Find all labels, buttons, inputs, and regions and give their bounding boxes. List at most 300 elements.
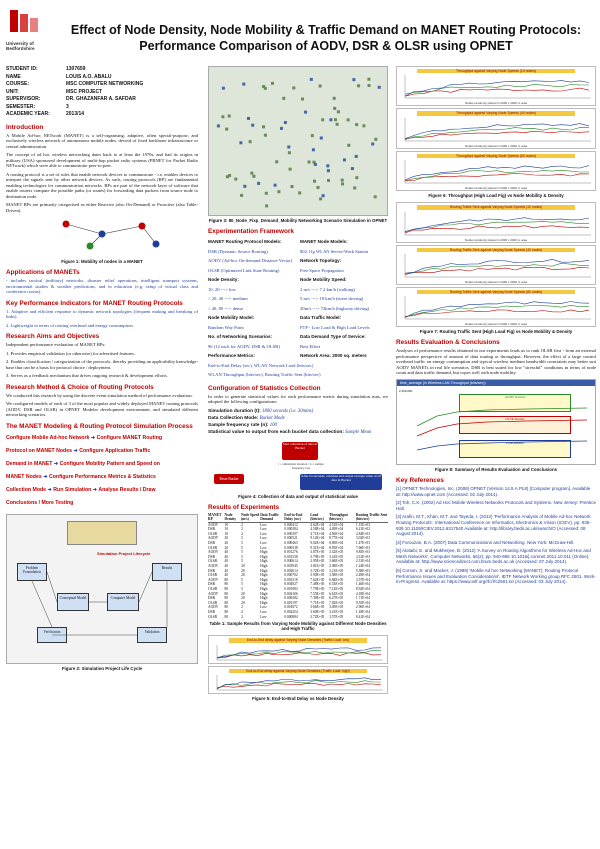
table-cell: 20 bbox=[241, 600, 245, 605]
network-node-icon bbox=[317, 186, 320, 189]
table-cell: Low bbox=[260, 609, 267, 614]
table-header-cell: Node Density bbox=[225, 513, 242, 523]
table-cell: 3.52E+05 bbox=[329, 550, 344, 555]
meta-value: LOUIS A.O. ABALU bbox=[66, 73, 112, 80]
lifecycle-box: Problem Formulation bbox=[17, 563, 47, 581]
network-node-icon bbox=[221, 115, 224, 118]
series-line bbox=[405, 131, 589, 139]
meta-value: DR. GHAZANFAR A. SAFDAR bbox=[66, 96, 136, 102]
network-node-icon bbox=[228, 174, 231, 177]
results-table bbox=[208, 513, 388, 620]
chart-axis bbox=[405, 254, 591, 277]
table-cell: 10 bbox=[224, 527, 229, 532]
fig6-caption: Figure 6: Throughput (High Load Fig) vs Node Mobility & Density bbox=[428, 193, 564, 199]
table-cell: AODV bbox=[208, 550, 219, 555]
column-middle bbox=[208, 66, 388, 705]
network-node-icon bbox=[308, 161, 311, 164]
table-cell: High bbox=[260, 550, 268, 555]
chart-header: Throughput against Varying Node Speeds (80 nodes) bbox=[417, 154, 575, 158]
table-cell: Low bbox=[260, 605, 267, 610]
table-cell: 5 bbox=[241, 554, 243, 559]
process-steps: Configure Mobile Ad-hoc Network ➜ Configure MANET Routing Protocol on MANET Nodes ➜ Configure Application Traffic Demand in MANET ➜ Configure Mobility Pattern and Speed on MANET Nodes ➜ Configure Performance Metrics & Statistics Collection Mode ➜ Run Simulation ➜ Analyse Results / Draw Conclusions / More Testing bbox=[6, 434, 163, 506]
table-cell: Low bbox=[260, 545, 267, 550]
network-node-icon bbox=[314, 163, 317, 166]
network-node-icon bbox=[378, 86, 381, 89]
table-cell: 0.000412 bbox=[284, 522, 298, 527]
framework-value-cell: WLAN Throughput (bits/sec), Routing Traffic Sent (bits/sec) bbox=[208, 372, 321, 377]
series-line bbox=[217, 678, 381, 689]
intro-heading: Introduction bbox=[6, 123, 44, 131]
aims-p0: Independent performance evaluation of MANET RPs: bbox=[6, 342, 106, 347]
applications-text: - includes tactical (military) networks, disaster relief operations, intelligent transport systems, environmental studies & weather predictions, and in education (e.g. setup of virtual class and conference rooms). bbox=[6, 278, 198, 294]
table-cell: 9.02E+04 bbox=[310, 541, 325, 546]
series-line bbox=[405, 89, 589, 97]
table-cell: 3.49E+05 bbox=[329, 605, 344, 610]
stats-key: Sample frequency rate (n): bbox=[208, 422, 269, 428]
olsr-label: OLSR Results bbox=[459, 416, 571, 434]
network-node-icon bbox=[341, 182, 344, 185]
table-cell: 1.15E+03 bbox=[355, 522, 371, 527]
chart-footer: Nodes randomly placed in 2000 x 2000 m area bbox=[464, 186, 528, 191]
table-cell: 80 bbox=[224, 605, 229, 610]
network-node-icon bbox=[234, 178, 237, 181]
network-node-icon bbox=[320, 137, 323, 140]
series-line bbox=[405, 306, 589, 318]
meta-key: UNIT: bbox=[6, 88, 19, 95]
network-node-icon bbox=[247, 117, 250, 120]
results-heading: Results of Experiments bbox=[208, 503, 280, 511]
table-cell: 4.71E+04 bbox=[310, 531, 325, 536]
table-cell: 1.46E+04 bbox=[355, 582, 371, 587]
meta-key: COURSE: bbox=[6, 81, 30, 87]
framework-heading-cell: Performance Metrics: bbox=[208, 353, 255, 358]
process-step: Collection Mode bbox=[6, 486, 47, 493]
aims-heading: Research Aims and Objectives bbox=[6, 333, 100, 340]
table-cell: 3.66E+05 bbox=[310, 605, 325, 610]
table1-caption: Table 1: Sample Results from Varying Node Mobility against Different Node Densities and High Traffic bbox=[209, 621, 387, 632]
bucket-box: After t/n seconds, calculate and output average value of all data in Bucket bbox=[300, 474, 382, 490]
table-cell: High bbox=[260, 600, 268, 605]
table-cell: 10 bbox=[224, 522, 229, 527]
network-node-icon bbox=[341, 179, 344, 182]
fig3-opnet-scenario bbox=[208, 66, 388, 216]
intro-p3: A routing protocol is a set of rules that enable network devices to communicate - i.e. enables devices to interpret the signals sent by other network devices. As such, routing protocols (RP) are fundamental enabling technologies for communication networks. RPs are part of the network layer of software that enable routers compute the possible paths (or routes) for forwarding data packets from source node to destination node. bbox=[6, 171, 198, 199]
network-node-icon bbox=[249, 140, 252, 143]
stats-value: 1800 seconds (i.e. 30mins) bbox=[261, 408, 314, 414]
network-node-icon bbox=[355, 176, 358, 179]
network-node-icon bbox=[374, 195, 377, 198]
intro-p2: The concept of ad hoc wireless networking dates back to at least the 1970s, and had its origins in military (USA) sponsored development of multi-hop packet radio systems (PRNET for Packet Radio NETwork) which were able to communicate peer-to-peer. bbox=[6, 152, 198, 168]
table-cell: 2 bbox=[241, 614, 243, 619]
table-cell: 3.60E+05 bbox=[310, 609, 325, 614]
table-cell: 40 bbox=[224, 550, 229, 555]
aims-p1: 1. Provides empirical validation (or otherwise) for advertised features. bbox=[6, 350, 136, 356]
process-step: Protocol on MANET Nodes bbox=[6, 447, 72, 454]
lifecycle-box: Results bbox=[152, 563, 182, 581]
network-node-icon bbox=[282, 97, 285, 100]
network-node-icon bbox=[251, 124, 254, 127]
chart-window-title: time_average (in Wireless LAN Throughput (bits/sec)) bbox=[397, 380, 595, 386]
network-node-icon bbox=[298, 191, 301, 194]
framework-value-cell: 96 (12 each for AODV, DSR & OLSR) bbox=[208, 343, 280, 349]
reference-item: [2] Toh, C.K. (2002) Ad Hoc Mobile Wireless Networks Protocols and Systems. New Jersey: Prentice Hall. bbox=[396, 500, 596, 511]
table-cell: 7.55E+05 bbox=[310, 591, 325, 596]
process-step: Analyse Results / Draw bbox=[98, 486, 156, 493]
network-node-icon bbox=[310, 78, 313, 81]
chart-footer: Nodes randomly placed in 2000 x 2000 m area bbox=[464, 237, 528, 242]
framework-value-cell: > 40, 80 ---> dense bbox=[208, 305, 244, 311]
network-node-icon bbox=[319, 197, 322, 200]
table-cell: OLSR bbox=[208, 559, 218, 564]
conclusions-heading: Results Evaluation & Conclusions bbox=[396, 339, 500, 347]
fig1-manet-diagram bbox=[6, 216, 198, 252]
table-cell: Low bbox=[260, 614, 267, 619]
table-cell: 1.71E+04 bbox=[355, 596, 371, 601]
stats-config bbox=[208, 408, 388, 436]
framework-value-cell: Free Space Propagation bbox=[300, 267, 344, 273]
series-line bbox=[405, 217, 589, 231]
series-line bbox=[405, 302, 589, 318]
reference-item: [6] Corson, S. and Macker, J. (1999) 'Mobile Ad hoc Networking (MANET): Routing Protocol Performance Issues and Evaluation Considerations', IETF Network Working group RFC 2501, Work-In-Progress. Available at: https://www.ietf.org/rfc/rfc2501.txt (Accessed: 03 July 2014). bbox=[396, 568, 596, 585]
table-cell: 40 bbox=[224, 568, 229, 573]
chart-plot bbox=[397, 210, 595, 238]
table-cell: DSR bbox=[208, 554, 215, 559]
table-cell: 20 bbox=[241, 564, 245, 569]
table-cell: 6.21E+02 bbox=[355, 527, 371, 532]
table-cell: Low bbox=[260, 527, 267, 532]
intro-p1: A Mobile Ad-hoc NETwork (MANET) is a self-organising, adaptive, often special-purpose, and exclusively wireless network of autonomous mobile nodes, devoid of fixed backbone infrastructure or central administration. bbox=[6, 132, 198, 149]
method-p2: We configured models of each of 3 of the most popular and widely deployed MANET routing protocols (AODV, DSR and OLSR) in OPNET Modeler development environment, and simulated different networking scenarios. bbox=[6, 401, 198, 417]
network-node-icon bbox=[288, 151, 291, 154]
network-node-icon bbox=[337, 110, 340, 113]
table-cell: 3.87E+05 bbox=[310, 550, 325, 555]
stats-value: Sample Mean bbox=[345, 429, 372, 435]
fig6-chart-1 bbox=[396, 66, 596, 106]
table-cell: 2 bbox=[241, 605, 243, 610]
table-cell: 3.90E+05 bbox=[310, 573, 325, 578]
framework-value-cell: DSR (Dynamic Source Routing) bbox=[208, 248, 268, 254]
table-cell: High bbox=[260, 573, 268, 578]
network-node-icon bbox=[284, 121, 287, 124]
process-step: Conclusions / More Testing bbox=[6, 499, 74, 506]
table-cell: 0.001197 bbox=[284, 600, 298, 605]
table-cell: 20 bbox=[241, 568, 245, 573]
table-cell: 4.56E+04 bbox=[329, 531, 344, 536]
network-node-icon bbox=[239, 141, 242, 144]
dsr-label: DSR Results bbox=[459, 440, 571, 458]
table-cell: AODV bbox=[208, 536, 219, 541]
network-node-icon bbox=[242, 83, 245, 86]
table-cell: 0.000463 bbox=[284, 541, 298, 546]
table-cell: 2.49E+04 bbox=[355, 573, 371, 578]
table-cell: 8.95E+04 bbox=[329, 545, 344, 550]
network-node-icon bbox=[228, 115, 231, 118]
meta-value: 2013/14 bbox=[66, 111, 85, 117]
column-left bbox=[6, 66, 198, 675]
framework-heading-cell: Network Topology: bbox=[300, 258, 342, 263]
table-cell: 7.48E+05 bbox=[310, 582, 325, 587]
aodv-label: AODV Results bbox=[459, 394, 571, 412]
fig3-caption: Figure 3: 80_Node_Fixp_Demand_Mobility Networking Scenario Simulation in OPNET bbox=[208, 218, 388, 223]
table-cell: 0.001872 bbox=[284, 605, 298, 610]
network-node-icon bbox=[371, 143, 374, 146]
refs-heading: Key References bbox=[396, 476, 444, 484]
chart-plot bbox=[397, 158, 595, 186]
meta-key: SUPERVISOR: bbox=[6, 96, 41, 102]
table-cell: 0.001945 bbox=[284, 564, 298, 569]
table-cell: 10 bbox=[224, 531, 229, 536]
table-cell: 2 bbox=[241, 527, 243, 532]
table-cell: DSR bbox=[208, 582, 215, 587]
process-step: MANET Nodes bbox=[6, 473, 42, 480]
network-node-icon bbox=[257, 182, 260, 185]
table-cell: OLSR bbox=[208, 587, 218, 591]
series-line bbox=[405, 81, 589, 97]
lifecycle-box: Verification bbox=[37, 627, 67, 643]
framework-heading-cell: Node Density: bbox=[208, 277, 239, 282]
network-node-icon bbox=[312, 148, 315, 151]
table-cell: 4.49E+04 bbox=[329, 527, 344, 532]
process-step: Run Simulation bbox=[53, 486, 92, 493]
table-cell: 0.000297 bbox=[284, 531, 298, 536]
chart-footer: Nodes randomly placed in 2000 x 2000 m area bbox=[464, 280, 528, 285]
table-cell: 5.38E+03 bbox=[355, 568, 371, 573]
table-cell: High bbox=[260, 564, 268, 569]
table-cell: 8.41E+04 bbox=[355, 614, 371, 619]
fig2-caption: Figure 2: Simulation Project Life Cycle bbox=[61, 665, 143, 671]
table-cell: 1.47E+03 bbox=[355, 541, 371, 546]
process-step: Configure Mobile Ad-hoc Network bbox=[6, 434, 90, 441]
network-node-icon bbox=[327, 169, 330, 172]
table-header-cell: End-to-End Delay (sec) bbox=[284, 513, 310, 523]
table-cell: 0.000384 bbox=[284, 527, 298, 532]
table-cell: Low bbox=[260, 531, 267, 536]
fig7-chart-1 bbox=[396, 202, 596, 242]
chart-plot bbox=[397, 252, 595, 280]
table-cell: 1.18E+04 bbox=[355, 609, 371, 614]
table-cell: 5 bbox=[241, 577, 243, 582]
table-cell: 20 bbox=[224, 545, 229, 550]
network-node-icon bbox=[333, 97, 336, 100]
table-cell: 0.000614 bbox=[284, 559, 298, 564]
chart-plot bbox=[209, 643, 387, 663]
chart-plot bbox=[397, 73, 595, 101]
table-cell: 2 bbox=[241, 531, 243, 536]
network-node-icon bbox=[265, 204, 268, 207]
network-node-icon bbox=[252, 175, 255, 178]
table-cell: DSR bbox=[208, 596, 215, 601]
table-cell: 4.12E+03 bbox=[355, 554, 371, 559]
table-header-cell: Load (bits/sec) bbox=[310, 513, 329, 523]
framework-value-cell: End-to-End Delay (sec), WLAN Network Load (bits/sec) bbox=[208, 362, 314, 368]
table-cell: 7.39E+05 bbox=[310, 596, 325, 601]
meta-key: NAME bbox=[6, 73, 21, 80]
stats-p: In order to generate statistical values for each performance metric during simulation runs, we adopted the following configurations: bbox=[208, 393, 388, 404]
table-cell: 4.58E+04 bbox=[310, 527, 325, 532]
table-cell: 5 bbox=[241, 559, 243, 564]
framework-heading-cell: Network Area: 2000 sq. meters bbox=[300, 353, 367, 358]
stats-value: Bucket Mode bbox=[259, 415, 285, 421]
reference-item: [3] Arafin, M.T., Khan, M.T. and Tayeda, I. (2012) 'Performance Analysis of Mobile Ad-hoc Network Routing Protocols', International Conference on Informatics, Electronics & Vision (ICIEV), pp. 935-939 10.1109/ICIEV.2012.6317540 Available at: http://library.beds.ac.uk/search/O (Accessed: 08 August 2014). bbox=[396, 514, 591, 537]
aims-p3: 3. Serves as a feedback mechanism that drives ongoing research & development efforts. bbox=[6, 373, 168, 378]
network-node-icon bbox=[287, 146, 290, 149]
fig6-chart-3 bbox=[396, 151, 596, 191]
network-node-icon bbox=[274, 184, 277, 187]
chart-header: End-to-End delay against Varying Node Densities (Traffic Load: low) bbox=[229, 638, 367, 642]
network-node-icon bbox=[311, 134, 314, 137]
network-node-icon bbox=[277, 190, 280, 193]
table-cell: High bbox=[260, 587, 268, 591]
fig2-lifecycle-diagram bbox=[6, 514, 198, 664]
table-cell: High bbox=[260, 568, 268, 573]
table-cell: DSR bbox=[208, 527, 215, 532]
process-step: Demand in MANET bbox=[6, 460, 53, 467]
network-node-icon bbox=[374, 138, 377, 141]
method-heading: Research Method & Choice of Routing Protocols bbox=[6, 383, 154, 391]
table-cell: 20 bbox=[241, 591, 245, 596]
kpi-heading: Key Performance Indicators for MANET Routing Protocols bbox=[6, 299, 183, 307]
table-cell: 40 bbox=[224, 573, 229, 578]
network-node-icon bbox=[301, 98, 304, 101]
reference-item: [1] OPNET Technologies, Inc. (2008) OPNET (Version 14.5.A PL8) [Computer program]. Available at: http://www.opnet.com (Accessed: 02 July 2014). bbox=[396, 485, 591, 497]
bucket-box: Start collection of data in Bucket bbox=[282, 442, 318, 460]
table-cell: 0.004106 bbox=[284, 591, 298, 596]
table-cell: 3.81E+05 bbox=[310, 564, 325, 569]
network-node-icon bbox=[327, 179, 330, 182]
network-node-icon bbox=[240, 194, 243, 197]
chart-footer: Nodes randomly placed in 2000 x 2000 m area bbox=[464, 101, 528, 106]
table-cell: 6.27E+05 bbox=[329, 596, 344, 601]
table-cell: 8.77E+04 bbox=[329, 536, 344, 541]
table-cell: 7.62E+05 bbox=[310, 577, 325, 582]
y-axis-max: 2,400,000 bbox=[399, 388, 413, 393]
network-node-icon bbox=[347, 118, 350, 121]
framework-heading: Experimentation Framework bbox=[208, 228, 294, 235]
process-step: Configure Performance Metrics & Statistics bbox=[48, 473, 156, 480]
fig6-chart-2 bbox=[396, 108, 596, 148]
table-cell: 7.79E+05 bbox=[310, 587, 325, 591]
table-header-cell: MANET RP bbox=[208, 513, 225, 523]
table-cell: Low bbox=[260, 522, 267, 527]
framework-value-cell: 5 m/s ---> 18 km/h (street driving) bbox=[300, 296, 364, 301]
framework-value-cell: 20m/s ---> 72km/h (highway driving) bbox=[300, 305, 370, 311]
chart-axis bbox=[405, 212, 591, 235]
table-cell: 3.72E+05 bbox=[310, 614, 325, 619]
table-cell: AODV bbox=[208, 591, 219, 596]
table-cell: 3.58E+05 bbox=[329, 573, 344, 578]
framework-heading-cell: Data Traffic Model: bbox=[300, 315, 342, 320]
table-cell: 0.006382 bbox=[284, 596, 298, 601]
table-cell: 0.000884 bbox=[284, 614, 298, 619]
network-node-icon bbox=[225, 128, 228, 131]
node-scatter bbox=[209, 67, 387, 215]
network-node-icon bbox=[264, 134, 267, 137]
table-cell: 3.02E+03 bbox=[355, 536, 371, 541]
table-cell: AODV bbox=[208, 577, 219, 582]
chart-header: Routing Traffic Sent against Varying Node Speeds (10 nodes) bbox=[417, 205, 575, 209]
table-cell: 6.53E+05 bbox=[329, 582, 344, 587]
table-cell: Low bbox=[260, 541, 267, 546]
framework-heading-cell: No. of Networking Scenarios: bbox=[208, 334, 273, 339]
table-cell: 2 bbox=[241, 522, 243, 527]
table-cell: High bbox=[260, 554, 268, 559]
table-cell: OLSR bbox=[208, 573, 218, 578]
framework-value-cell: 802.11g WLAN Server/Work Station bbox=[300, 248, 369, 254]
table-cell: 6.61E+05 bbox=[329, 591, 344, 596]
table-cell: 8.69E+04 bbox=[329, 541, 344, 546]
table-header-cell: Throughput (bits/sec) bbox=[329, 513, 356, 523]
network-node-icon bbox=[292, 86, 295, 89]
fig8-caption: Figure 8: Summary of Results Evaluation and Conclusions bbox=[434, 466, 558, 472]
network-node-icon bbox=[262, 85, 265, 88]
table-cell: High bbox=[260, 559, 268, 564]
network-node-icon bbox=[313, 180, 316, 183]
references-list bbox=[396, 486, 596, 585]
table-cell: 3.57E+04 bbox=[355, 577, 371, 582]
fig5-chart-low bbox=[208, 635, 388, 663]
series-line bbox=[405, 171, 589, 181]
network-node-icon bbox=[368, 84, 371, 87]
framework-heading-cell: MANET Routing Protocol Models: bbox=[208, 239, 282, 244]
fig1-caption: Figure 1: Mobility of nodes in a MANET bbox=[61, 259, 143, 264]
logo-line2: Bedfordshire bbox=[6, 46, 35, 51]
reference-item: [5] Alotaibi, E. and Mukherjee, B. (2012) 'A Survey on Routing Algorithms for Wireless Ad-Hoc and Mesh Networks', Computer Networks, 56(2), pp. 940-965 10.1016/j.comnet.2011.10.011 (Online). Available at: http://www.sciencedirect.com.brum.beds.ac.uk (Accessed: 07 July 2014). bbox=[396, 548, 591, 565]
table-cell: High bbox=[260, 582, 268, 587]
table-cell: 0.002614 bbox=[284, 568, 298, 573]
framework-value-cell: AODV (Ad-hoc On-demand Distance Vector) bbox=[208, 258, 293, 263]
table-cell: 40 bbox=[224, 564, 229, 569]
process-step: Configure Mobility Pattern and Speed on bbox=[59, 460, 160, 467]
poster-title: Effect of Node Density, Node Mobility & Traffic Demand on MANET Routing Protocols: Performance Comparison of AODV, DSR & OLSR using OPNET bbox=[70, 23, 582, 53]
meta-key: SEMESTER: bbox=[6, 103, 36, 110]
table-cell: 0.001083 bbox=[284, 587, 298, 591]
meta-value: 3 bbox=[66, 103, 69, 110]
fig7-chart-2 bbox=[396, 245, 596, 285]
reference-item: [4] Forouzan, B.A. (2007) Data Communications and Networking. New York: McGraw-Hill. bbox=[396, 539, 575, 545]
fig7-chart-3 bbox=[396, 287, 596, 327]
network-node-icon bbox=[275, 160, 278, 163]
network-node-icon bbox=[347, 144, 350, 147]
network-node-icon bbox=[291, 185, 294, 188]
meta-value: MSC COMPUTER NETWORKING bbox=[66, 81, 144, 87]
table-cell: 5 bbox=[241, 545, 243, 550]
table-cell: 0.001276 bbox=[284, 550, 298, 555]
network-node-icon bbox=[321, 118, 324, 121]
table-cell: 9.35E+04 bbox=[355, 600, 371, 605]
method-p1: We conducted this research by using the discrete event simulation method of performance evaluation. bbox=[6, 392, 193, 398]
network-node-icon bbox=[217, 124, 220, 127]
summary-lines bbox=[397, 386, 595, 466]
student-info bbox=[6, 66, 198, 119]
table-cell: 5 bbox=[241, 550, 243, 555]
network-node-icon bbox=[357, 84, 360, 87]
meta-value: 1307659 bbox=[66, 66, 86, 72]
column-right bbox=[396, 66, 596, 588]
chart-axis bbox=[217, 645, 383, 660]
fig7-caption: Figure 7: Routing Traffic Sent (High Load Fig) vs Node Mobility & Density bbox=[419, 329, 573, 335]
fig8-summary-chart bbox=[396, 379, 596, 465]
chart-footer: Nodes randomly placed in 2000 x 2000 m area bbox=[464, 322, 528, 327]
process-step: Configure Application Traffic bbox=[79, 447, 151, 454]
table-cell: 20 bbox=[224, 541, 229, 546]
table-cell: 3.57E+05 bbox=[329, 614, 344, 619]
stats-key: Data Collection Mode: bbox=[208, 415, 259, 421]
table-cell: 3.95E+05 bbox=[310, 559, 325, 564]
table-cell: OLSR bbox=[208, 531, 218, 536]
process-step: Configure MANET Routing bbox=[96, 434, 163, 441]
framework-value-cell: OLSR (Optimized Link State Routing) bbox=[208, 267, 280, 273]
network-node-icon bbox=[250, 172, 253, 175]
